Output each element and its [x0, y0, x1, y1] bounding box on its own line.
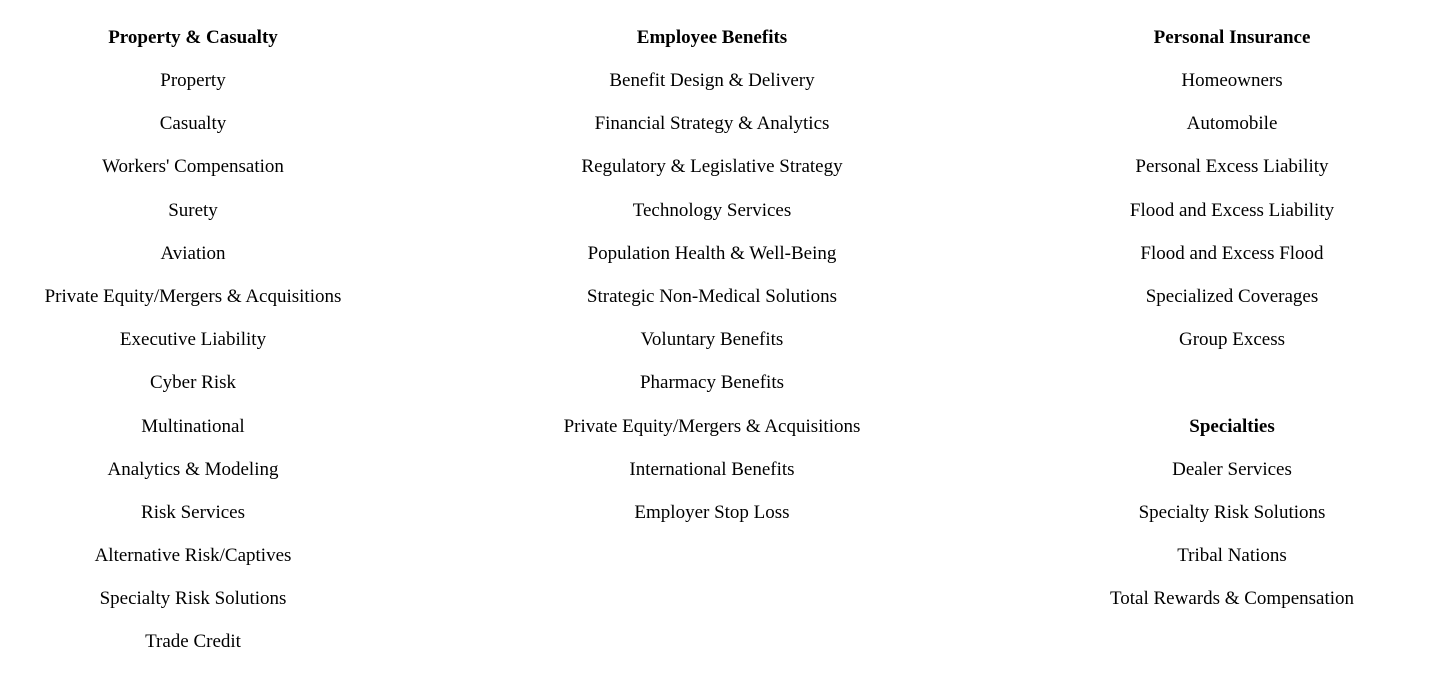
list-item	[1032, 67, 1432, 110]
link-pharmacy-benefits[interactable]: Pharmacy Benefits	[639, 372, 785, 394]
list-item	[480, 326, 944, 369]
link-international-benefits[interactable]: International Benefits	[629, 458, 795, 480]
list-item	[1032, 197, 1432, 240]
list-item	[0, 499, 386, 542]
list-item	[480, 197, 944, 240]
link-flood-excess-liability[interactable]: Flood and Excess Liability	[1129, 199, 1335, 221]
link-cyber-risk[interactable]: Cyber Risk	[149, 372, 237, 394]
link-specialty-risk-solutions[interactable]: Specialty Risk Solutions	[99, 588, 287, 610]
list-item	[480, 67, 944, 110]
link-group-excess[interactable]: Group Excess	[1178, 329, 1286, 351]
list-item	[1032, 240, 1432, 283]
list-item	[480, 456, 944, 499]
list-item	[0, 240, 386, 283]
list-item	[1032, 585, 1432, 628]
employee-benefits-heading: Employee Benefits	[636, 27, 788, 48]
specialties-heading: Specialties	[1189, 415, 1275, 437]
list-item	[0, 67, 386, 110]
link-aviation[interactable]: Aviation	[160, 242, 226, 264]
list-item	[0, 628, 386, 671]
list-item	[480, 413, 944, 456]
list-item	[0, 456, 386, 499]
link-private-equity-ma-benefits[interactable]: Private Equity/Mergers & Acquisitions	[563, 415, 861, 437]
specialties-list	[1032, 456, 1432, 629]
link-dealer-services[interactable]: Dealer Services	[1172, 458, 1292, 480]
personal-insurance-column	[1032, 24, 1432, 628]
link-workers-compensation[interactable]: Workers' Compensation	[102, 156, 284, 178]
link-executive-liability[interactable]: Executive Liability	[119, 329, 267, 351]
list-item	[1032, 542, 1432, 585]
property-casualty-heading: Property & Casualty	[108, 27, 278, 48]
link-casualty[interactable]: Casualty	[159, 113, 227, 135]
list-item	[480, 240, 944, 283]
list-item	[0, 283, 386, 326]
property-casualty-list	[0, 67, 386, 672]
link-technology-services[interactable]: Technology Services	[632, 199, 792, 221]
list-item	[480, 153, 944, 196]
link-multinational[interactable]: Multinational	[141, 415, 245, 437]
link-private-equity-ma[interactable]: Private Equity/Mergers & Acquisitions	[44, 285, 342, 307]
link-benefit-design-delivery[interactable]: Benefit Design & Delivery	[609, 70, 815, 91]
link-trade-credit[interactable]: Trade Credit	[145, 631, 241, 653]
link-homeowners[interactable]: Homeowners	[1181, 70, 1283, 91]
property-casualty-column	[0, 24, 386, 672]
link-analytics-modeling[interactable]: Analytics & Modeling	[107, 458, 279, 480]
link-regulatory-legislative-strategy[interactable]: Regulatory & Legislative Strategy	[581, 156, 843, 178]
list-item	[0, 326, 386, 369]
employee-benefits-list	[480, 67, 944, 542]
list-item	[1032, 499, 1432, 542]
link-flood-excess-flood[interactable]: Flood and Excess Flood	[1140, 242, 1324, 264]
list-item	[0, 585, 386, 628]
list-item	[1032, 326, 1432, 369]
list-item	[480, 369, 944, 412]
link-automobile[interactable]: Automobile	[1186, 113, 1278, 135]
link-tribal-nations[interactable]: Tribal Nations	[1177, 544, 1287, 566]
link-total-rewards-compensation[interactable]: Total Rewards & Compensation	[1109, 588, 1355, 610]
link-voluntary-benefits[interactable]: Voluntary Benefits	[640, 329, 784, 351]
link-strategic-non-medical-solutions[interactable]: Strategic Non-Medical Solutions	[586, 285, 838, 307]
link-property[interactable]: Property	[160, 70, 226, 91]
list-item	[0, 110, 386, 153]
link-population-health-well-being[interactable]: Population Health & Well-Being	[587, 242, 837, 264]
link-specialized-coverages[interactable]: Specialized Coverages	[1145, 285, 1319, 307]
link-financial-strategy-analytics[interactable]: Financial Strategy & Analytics	[594, 113, 830, 135]
list-item	[0, 542, 386, 585]
list-item	[1032, 283, 1432, 326]
personal-insurance-list	[1032, 67, 1432, 369]
link-risk-services[interactable]: Risk Services	[141, 501, 245, 523]
link-alternative-risk-captives[interactable]: Alternative Risk/Captives	[94, 545, 292, 567]
list-item	[0, 413, 386, 456]
list-item	[1032, 153, 1432, 196]
link-specialty-risk-solutions-specialties[interactable]: Specialty Risk Solutions	[1138, 501, 1326, 523]
list-item	[1032, 456, 1432, 499]
list-item	[0, 197, 386, 240]
link-personal-excess-liability[interactable]: Personal Excess Liability	[1135, 156, 1329, 178]
link-surety[interactable]: Surety	[168, 199, 218, 221]
list-item	[480, 499, 944, 542]
list-item	[0, 369, 386, 412]
list-item	[480, 110, 944, 153]
personal-insurance-heading: Personal Insurance	[1153, 27, 1311, 48]
employee-benefits-column	[480, 24, 944, 542]
section-spacer	[1032, 369, 1432, 412]
link-employer-stop-loss[interactable]: Employer Stop Loss	[634, 501, 790, 523]
list-item	[480, 283, 944, 326]
list-item	[0, 153, 386, 196]
list-item	[1032, 110, 1432, 153]
